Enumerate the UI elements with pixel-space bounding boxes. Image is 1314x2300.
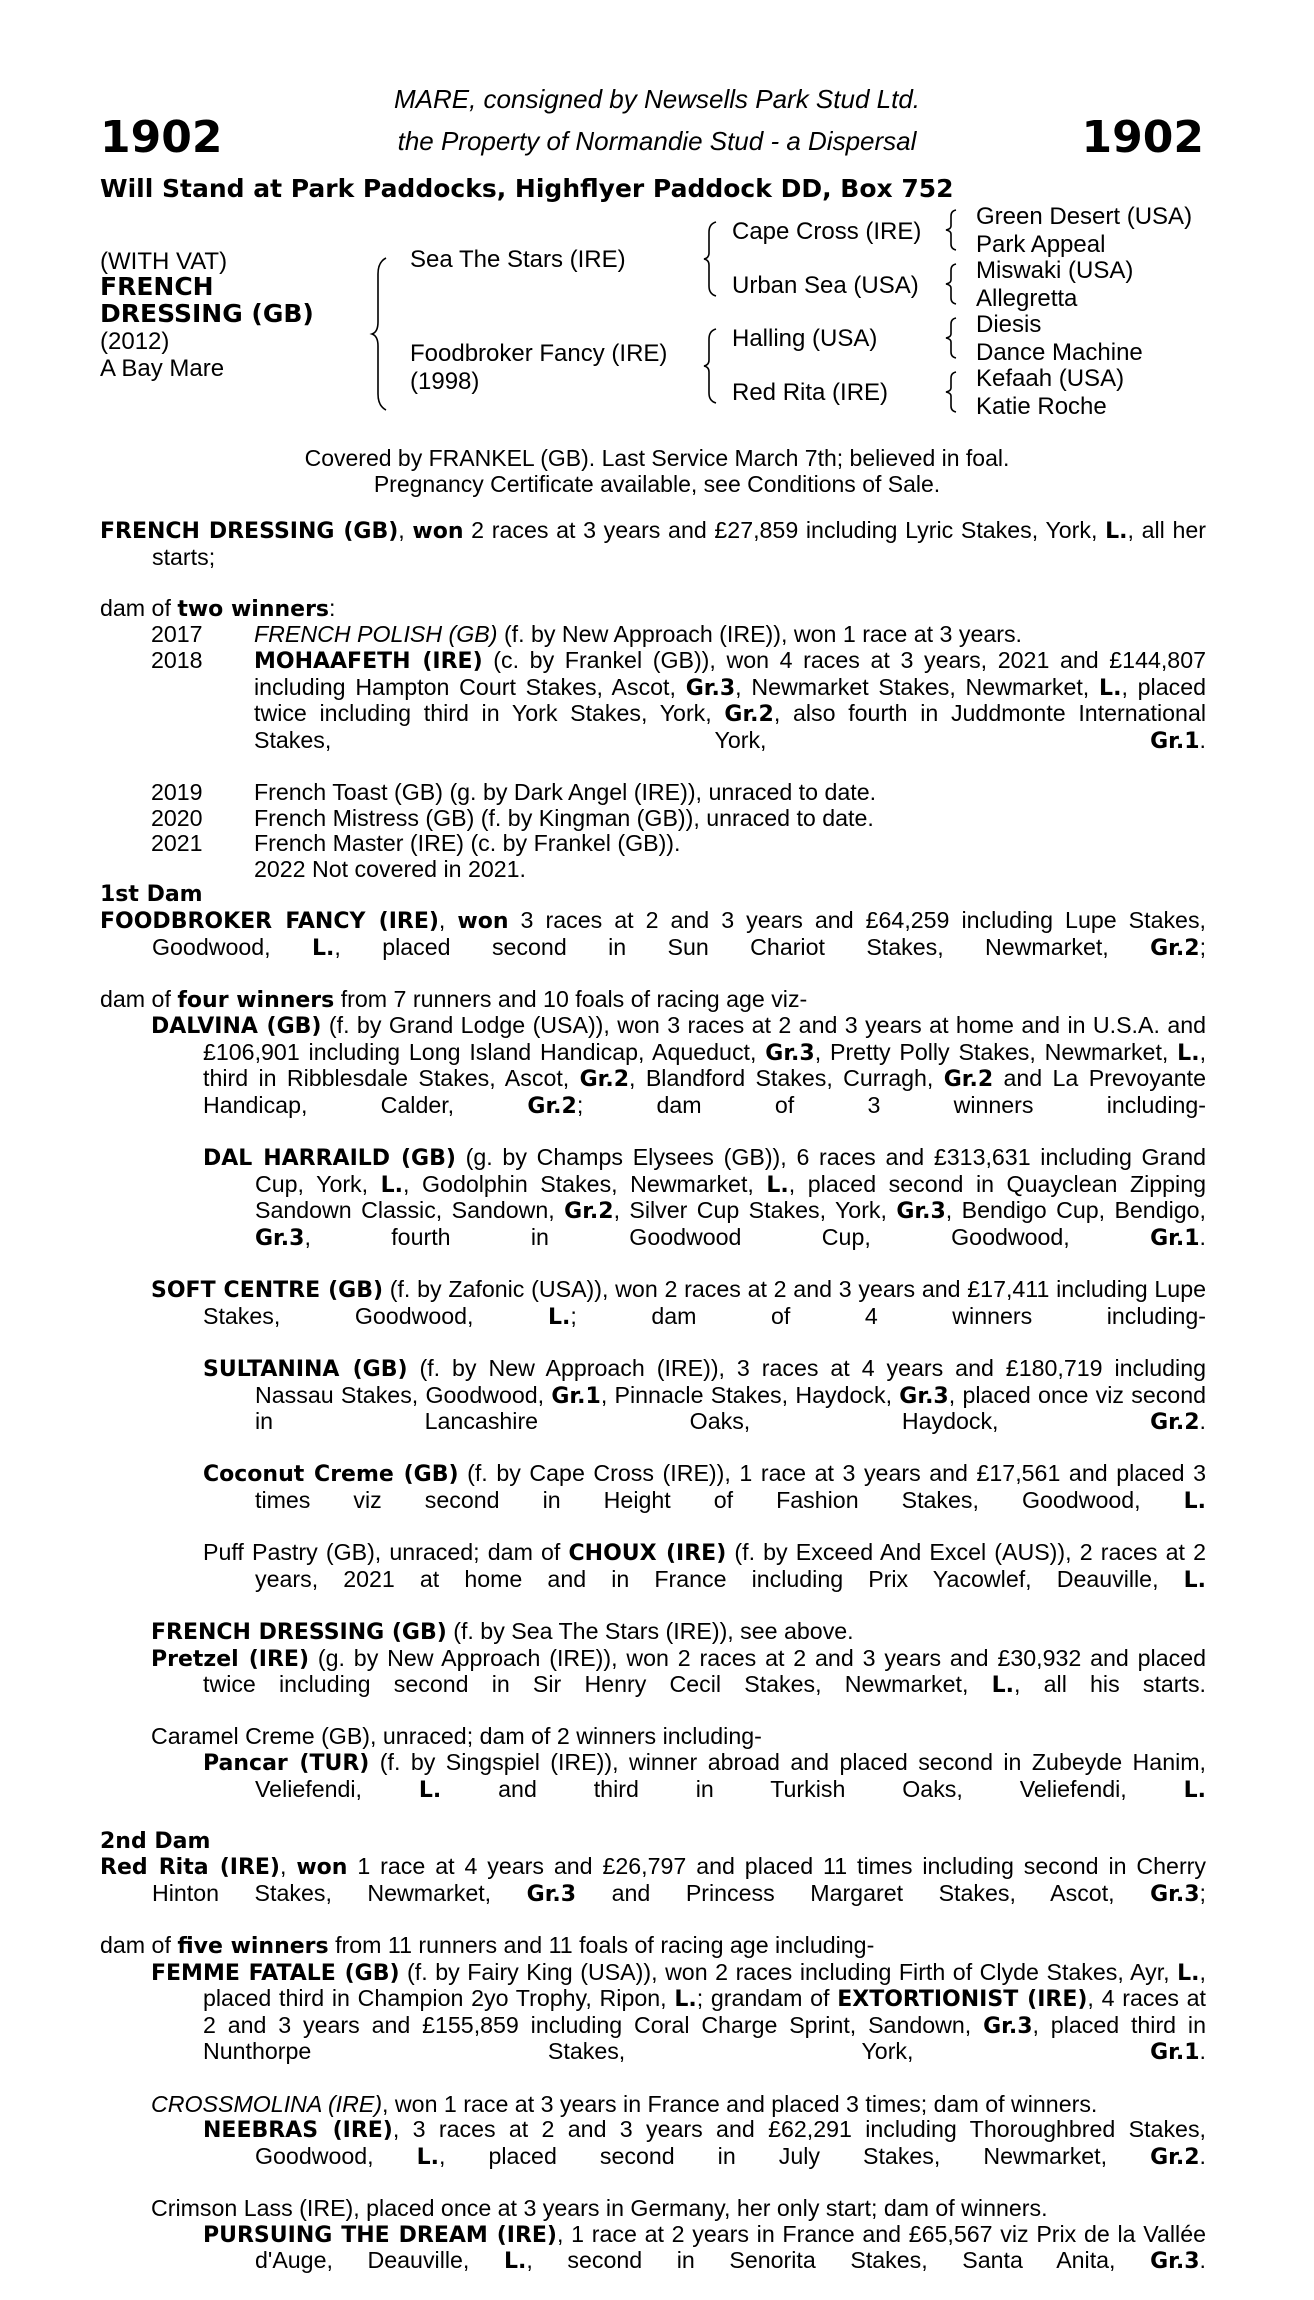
produce-2018: 2018 MOHAAFETH (IRE) (c. by Frankel (GB)), won 4 races at 3 years, 2021 and £144,807 including Hampton Court Stakes, Ascot, Gr.3, Newmarket Stakes, Newmarket, L., placed twice including third in York Stakes, York, Gr.2, also fourth in Juddmonte International Stakes, York, Gr.1. [151,646,1206,754]
first-dam-summary: FOODBROKER FANCY (IRE), won 3 races at 2 and 3 years and £64,259 including Lupe Stakes, Goodwood, L., placed second in Sun Chariot Stakes, Newmarket, Gr.2; [100,906,1207,961]
pedigree-dam: Foodbroker Fancy (IRE) [410,340,668,367]
pedigree-sds: Miswaki (USA) [976,257,1134,284]
produce-french-dressing: FRENCH DRESSING (GB) (f. by Sea The Stars (IRE)), see above. [151,1617,854,1645]
pedigree-sss: Green Desert (USA) [976,203,1193,230]
dam-summary: FRENCH DRESSING (GB), won 2 races at 3 years and £27,859 including Lyric Stakes, York, L., all her starts; [100,517,1206,570]
produce-coconut-creme: Coconut Creme (GB) (f. by Cape Cross (IRE)), 1 race at 3 years and £17,561 and placed 3 times viz second in Height of Fashion Stakes, Goodwood, L. [203,1460,1206,1514]
pedigree-bracket-3d [946,370,960,414]
horse-foaled: (2012) [100,328,170,355]
lot-number-right: 1902 [1081,112,1204,163]
produce-pursuing-the-dream: PURSUING THE DREAM (IRE), 1 race at 2 years in France and £65,567 viz Prix de la Vallée d'Auge, Deauville, L., second in Senorita Stakes, Santa Anita, Gr.3. [203,2220,1206,2275]
pedigree-dam-sire: Halling (USA) [732,325,878,352]
produce-caramel-creme: Caramel Creme (GB), unraced; dam of 2 winners including- [151,1723,762,1750]
covering-note: Covered by FRANKEL (GB). Last Service March 7th; believed in foal. [304,445,1010,471]
produce-soft-centre: SOFT CENTRE (GB) (f. by Zafonic (USA)), won 2 races at 2 and 3 years and £17,411 including Lupe Stakes, Goodwood, L.; dam of 4 winners including- [151,1276,1206,1330]
pedigree-sdd: Allegretta [976,285,1078,312]
section-first-dam: 1st Dam [100,882,203,908]
horse-name-line2: DRESSING (GB) [100,299,314,328]
produce-crossmolina: CROSSMOLINA (IRE), won 1 race at 3 years in France and placed 3 times; dam of winners. [151,2090,1098,2117]
dam-winners-line: dam of two winners: [100,594,336,622]
second-dam-winners-line: dam of five winners from 11 runners and 11 foals of racing age including- [100,1932,875,1960]
pedigree-ssd: Park Appeal [976,231,1106,258]
produce-2017: 2017 FRENCH POLISH (GB) (f. by New Approach (IRE)), won 1 race at 3 years. [151,621,1023,648]
produce-pancar: Pancar (TUR) (f. by Singspiel (IRE)), winner abroad and placed second in Zubeyde Hanim, Veliefendi, L. and third in Turkish Oaks, Veliefendi, L. [203,1748,1206,1803]
produce-puff-pastry: Puff Pastry (GB), unraced; dam of CHOUX (IRE) (f. by Exceed And Excel (AUS)), 2 races at 2 years, 2021 at home and in France including Prix Yacowlef, Deauville, L. [203,1539,1206,1593]
section-second-dam: 2nd Dam [100,1828,211,1854]
pedigree-dam-year: (1998) [410,368,480,395]
produce-2020: 2020 French Mistress (GB) (f. by Kingman (GB)), unraced to date. [151,804,874,831]
consignor-line: MARE, consigned by Newsells Park Stud Ltd. [393,84,921,114]
produce-femme-fatale: FEMME FATALE (GB) (f. by Fairy King (USA)), won 2 races including Firth of Clyde Stakes, Ayr, L., placed third in Champion 2yo Trophy, Ripon, L.; grandam of EXTORTIONIST (IRE), 4 races at 2 and 3 years and £155,859 including Coral Charge Sprint, Sandown, Gr.3, placed third in Nunthorpe Stakes, York, Gr.1. [151,1958,1206,2066]
pedigree-ddd: Katie Roche [976,393,1107,420]
pedigree-dam-dam: Red Rita (IRE) [732,379,889,406]
produce-record [100,518,1206,2300]
produce-neebras: NEEBRAS (IRE), 3 races at 2 and 3 years and £62,291 including Thoroughbred Stakes, Goodwood, L., placed second in July Stakes, Newmarket, Gr.2. [203,2116,1206,2170]
pedigree-sire: Sea The Stars (IRE) [410,246,626,273]
lot-number-left: 1902 [100,112,223,163]
produce-sultanina: SULTANINA (GB) (f. by New Approach (IRE)), 3 races at 4 years and £180,719 including Nassau Stakes, Goodwood, Gr.1, Pinnacle Stakes, Haydock, Gr.3, placed once viz second in Lancashire Oaks, Haydock, Gr.2. [203,1355,1206,1436]
property-line: the Property of Normandie Stud - a Dispersal [397,126,917,156]
produce-2019: 2019 French Toast (GB) (g. by Dark Angel (IRE)), unraced to date. [151,778,877,805]
pedigree-bracket-3c [946,316,960,360]
produce-2021: 2021 French Master (IRE) (c. by Frankel (GB)). [151,830,681,857]
pedigree-dsd: Dance Machine [976,339,1143,366]
horse-name-line1: FRENCH [100,272,214,301]
pedigree-dss: Diesis [976,311,1042,338]
pedigree-bracket-2a [704,220,720,298]
pedigree-bracket-2b [704,327,720,405]
vat-note: (WITH VAT) [100,248,228,275]
stand-location: Will Stand at Park Paddocks, Highflyer Paddock DD, Box 752 [100,174,954,203]
pedigree-sire-dam: Urban Sea (USA) [732,272,919,299]
first-dam-winners-line: dam of four winners from 7 runners and 10 foals of racing age viz- [100,985,808,1013]
produce-crimson-lass: Crimson Lass (IRE), placed once at 3 years in Germany, her only start; dam of winners. [151,2195,1048,2221]
produce-dal-harraild: DAL HARRAILD (GB) (g. by Champs Elysees (GB)), 6 races and £313,631 including Grand Cup, York, L., Godolphin Stakes, Newmarket, L., placed second in Quayclean Zipping Sandown Classic, Sandown, Gr.2, Silver Cup Stakes, York, Gr.3, Bendigo Cup, Bendigo, Gr.3, fourth in Goodwood Cup, Goodwood, Gr.1. [203,1144,1207,1252]
horse-description: A Bay Mare [100,355,225,382]
second-dam-summary: Red Rita (IRE), won 1 race at 4 years and £26,797 and placed 11 times including second in Cherry Hinton Stakes, Newmarket, Gr.3 and Princess Margaret Stakes, Ascot, Gr.3; [100,1853,1206,1907]
pedigree-bracket-3b [946,262,960,306]
produce-2022: 2022 Not covered in 2021. [254,855,527,882]
pedigree-bracket-3a [946,208,960,252]
pedigree-bracket-1 [372,256,392,412]
pregnancy-note: Pregnancy Certificate available, see Conditions of Sale. [373,471,941,497]
produce-dalvina: DALVINA (GB) (f. by Grand Lodge (USA)), won 3 races at 2 and 3 years at home and in U.S.A. and £106,901 including Long Island Handicap, Aqueduct, Gr.3, Pretty Polly Stakes, Newmarket, L., third in Ribblesdale Stakes, Ascot, Gr.2, Blandford Stakes, Curragh, Gr.2 and La Prevoyante Handicap, Calder, Gr.2; dam of 3 winners including- [151,1012,1207,1120]
produce-pretzel: Pretzel (IRE) (g. by New Approach (IRE)), won 2 races at 2 and 3 years and £30,932 and placed twice including second in Sir Henry Cecil Stakes, Newmarket, L., all his starts. [151,1644,1206,1699]
pedigree-sire-sire: Cape Cross (IRE) [732,218,922,245]
pedigree-dds: Kefaah (USA) [976,365,1125,392]
